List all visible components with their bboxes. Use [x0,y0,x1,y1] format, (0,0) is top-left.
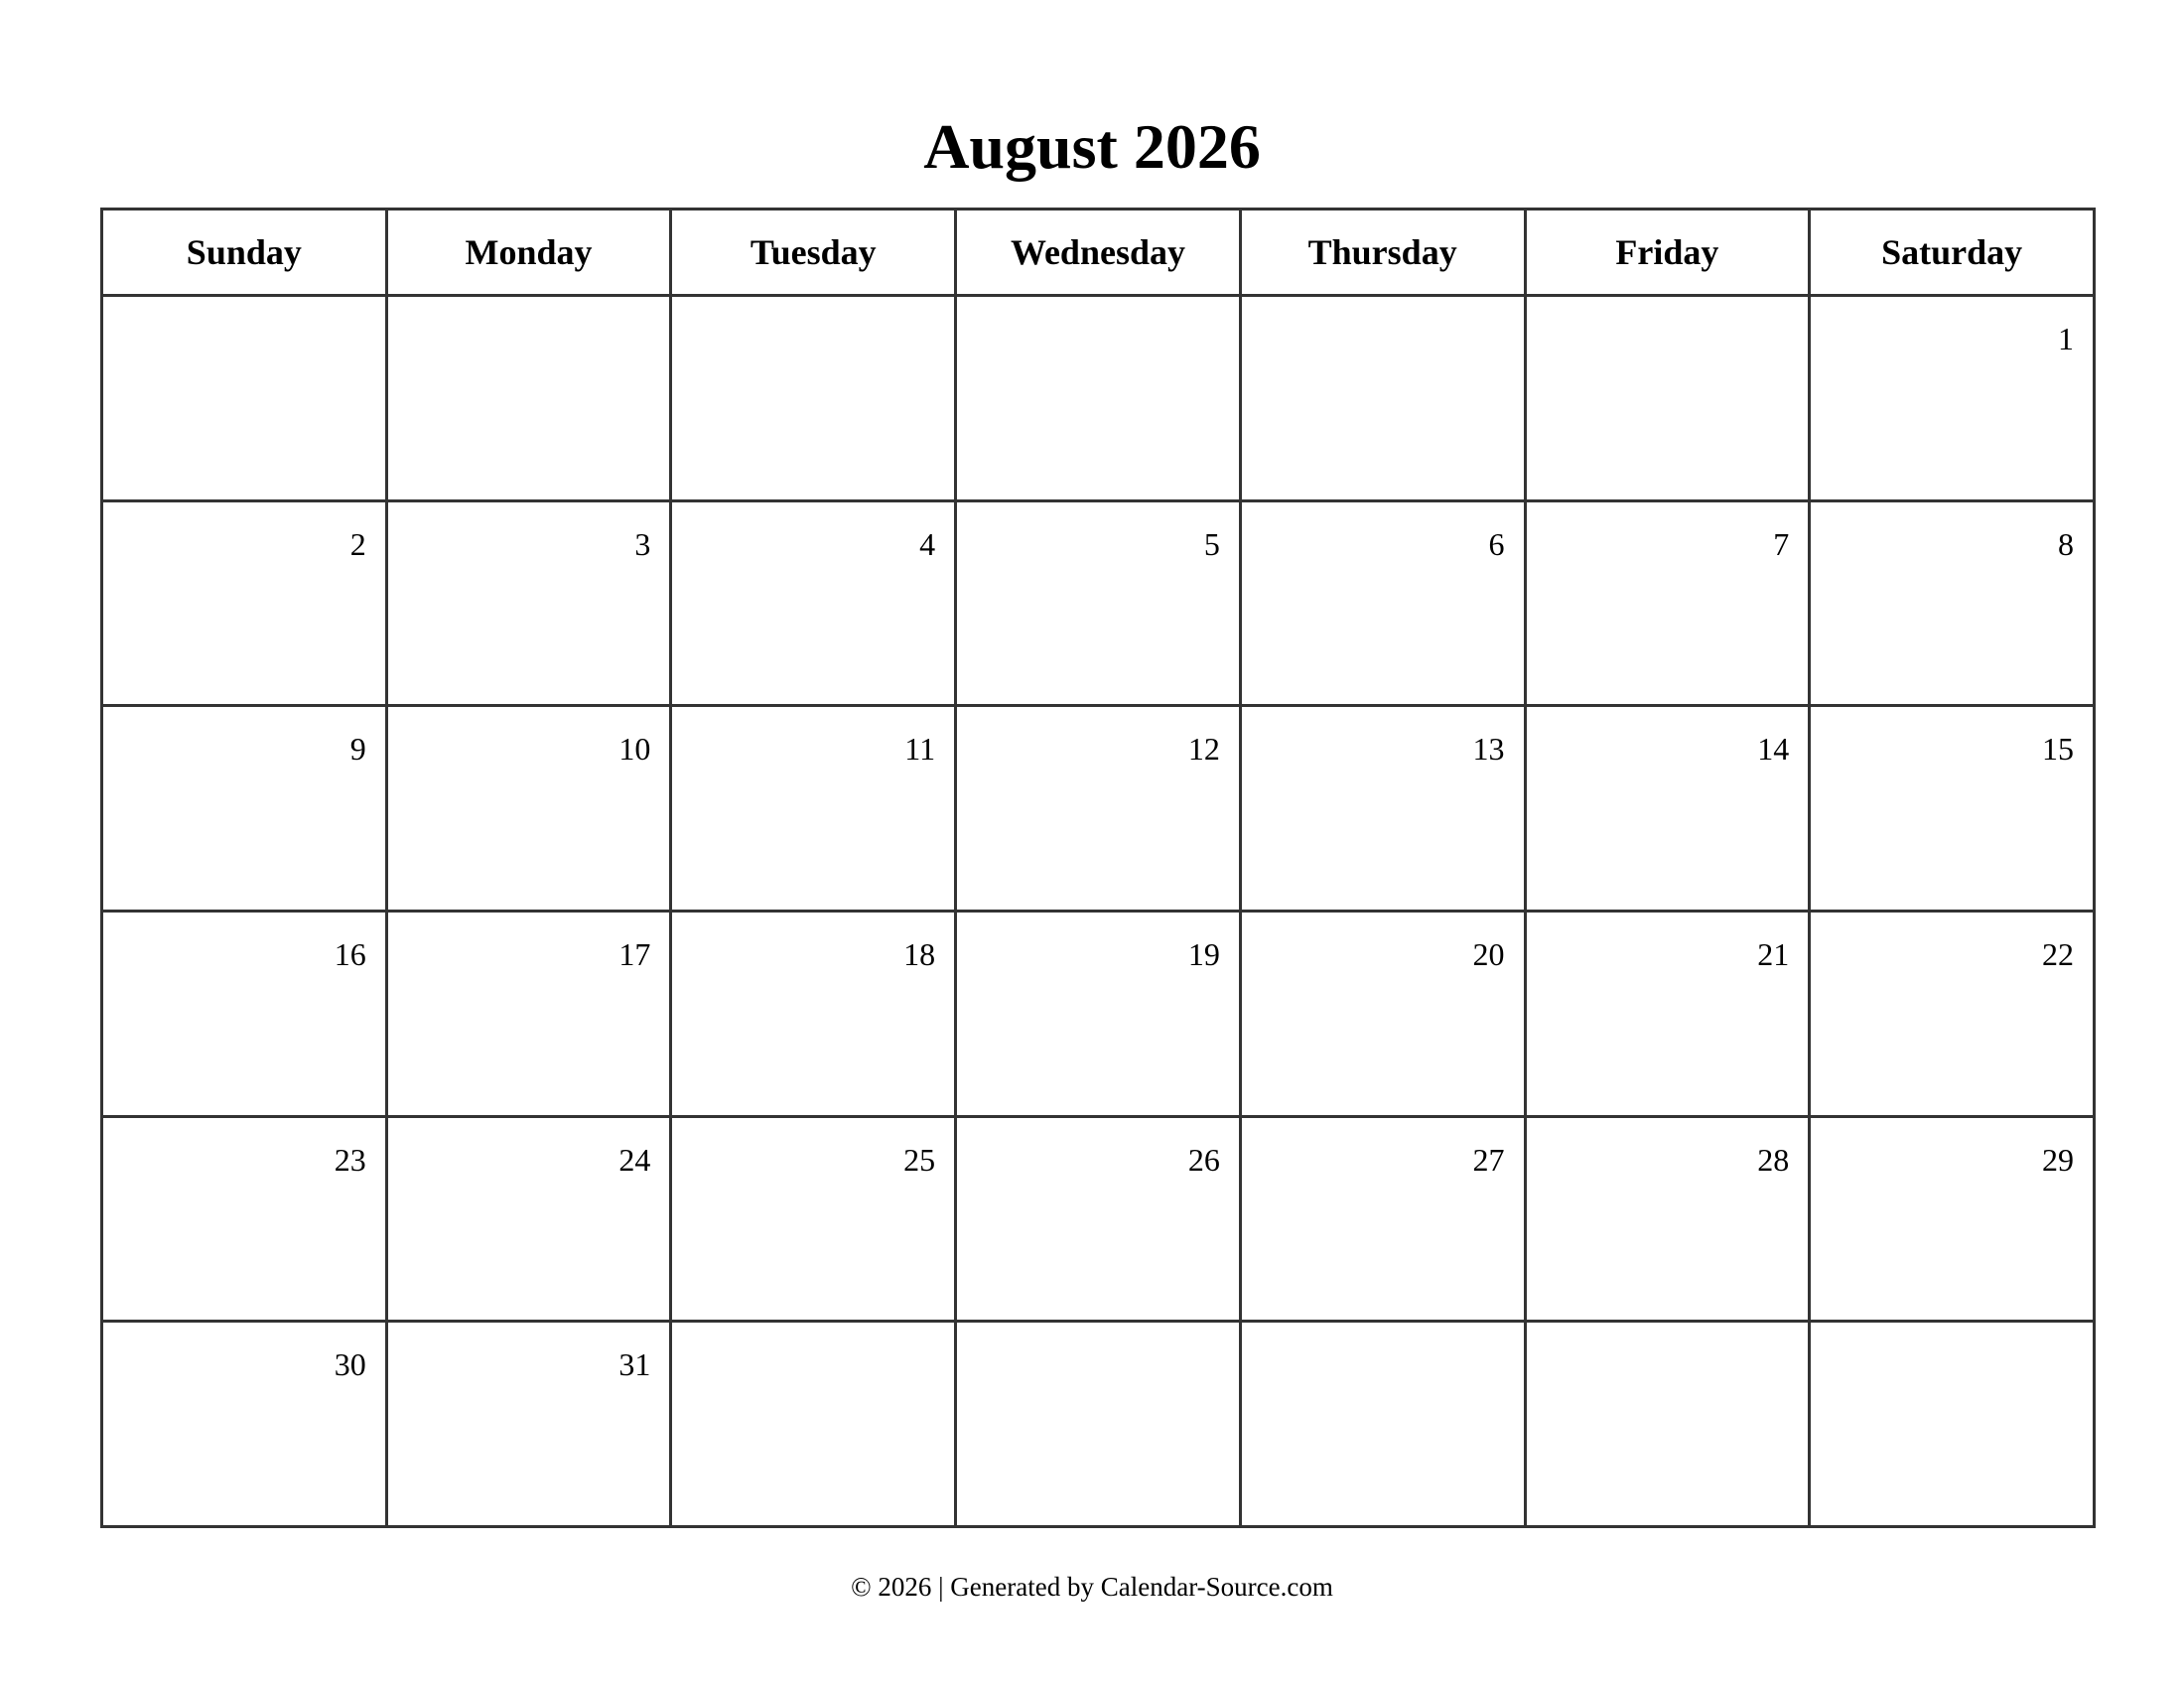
day-number: 29 [2042,1141,2074,1178]
calendar-grid [100,208,2096,1528]
day-number [672,297,954,321]
day-number: 25 [903,1141,936,1178]
day-cell [102,500,387,706]
day-number [1527,1323,1809,1346]
day-cell [956,1116,1241,1322]
day-cell [1240,706,1525,912]
weekday-header-thursday: Thursday [1240,210,1525,296]
day-cell [1810,911,2095,1116]
day-number: 13 [1472,731,1505,768]
day-cell [1240,1116,1525,1322]
day-cell [102,296,387,501]
weekday-header-row [102,210,2095,296]
day-number: 9 [349,731,366,768]
day-number: 12 [1187,731,1220,768]
day-cell [1810,706,2095,912]
day-cell [671,1116,956,1322]
day-number: 19 [1187,935,1220,972]
week-row-5 [102,1116,2095,1322]
day-number: 6 [1488,525,1505,562]
day-cell [956,911,1241,1116]
day-number: 23 [334,1141,366,1178]
day-cell [1240,1322,1525,1527]
day-cell [1525,1116,1810,1322]
day-cell [1525,296,1810,501]
day-number: 26 [1187,1141,1220,1178]
day-cell [102,1116,387,1322]
day-number: 4 [919,525,936,562]
week-row-1 [102,296,2095,501]
day-cell [956,500,1241,706]
day-number: 15 [2042,731,2074,768]
day-number [388,297,670,321]
day-cell [1525,500,1810,706]
day-number: 31 [618,1346,651,1383]
day-cell [1525,911,1810,1116]
day-cell [1240,296,1525,501]
day-number: 18 [903,935,936,972]
day-cell [671,296,956,501]
day-cell [671,1322,956,1527]
day-number [103,297,385,321]
day-number: 20 [1472,935,1505,972]
day-number: 11 [904,731,936,768]
week-row-4 [102,911,2095,1116]
day-cell [1810,1116,2095,1322]
day-cell [386,911,671,1116]
day-number: 14 [1757,731,1790,768]
day-cell [1525,706,1810,912]
weekday-header-tuesday: Tuesday [671,210,956,296]
day-cell [386,1116,671,1322]
day-number [1242,297,1524,321]
day-number: 27 [1472,1141,1505,1178]
day-number: 22 [2042,935,2074,972]
day-cell [671,911,956,1116]
day-number [672,1323,954,1346]
week-row-3 [102,706,2095,912]
day-cell [102,706,387,912]
day-number: 21 [1757,935,1790,972]
day-cell [102,1322,387,1527]
day-cell [956,296,1241,501]
day-cell [671,706,956,912]
day-number: 10 [618,731,651,768]
day-cell [1810,296,2095,501]
day-cell [1240,500,1525,706]
week-row-6 [102,1322,2095,1527]
day-cell [386,1322,671,1527]
day-cell [1810,500,2095,706]
day-number: 16 [334,935,366,972]
day-cell [1525,1322,1810,1527]
day-number: 3 [634,525,651,562]
weekday-header-sunday: Sunday [102,210,387,296]
day-number [1811,1323,2093,1346]
day-cell [956,1322,1241,1527]
day-cell [1240,911,1525,1116]
day-number: 24 [618,1141,651,1178]
day-number [1242,1323,1524,1346]
day-cell [1810,1322,2095,1527]
day-cell [386,706,671,912]
day-number [1527,297,1809,321]
day-number: 5 [1203,525,1220,562]
day-number [957,1323,1239,1346]
day-number: 2 [349,525,366,562]
day-number: 17 [618,935,651,972]
weekday-header-monday: Monday [386,210,671,296]
day-cell [102,911,387,1116]
day-number: 1 [2058,321,2074,356]
day-cell [386,296,671,501]
footer-credit: © 2026 | Generated by Calendar-Source.com [851,1572,1333,1602]
day-number: 30 [334,1346,366,1383]
day-number [957,297,1239,321]
day-number: 7 [1773,525,1790,562]
day-cell [671,500,956,706]
day-number: 8 [2058,525,2074,562]
weekday-header-friday: Friday [1525,210,1810,296]
weekday-header-saturday: Saturday [1810,210,2095,296]
week-row-2 [102,500,2095,706]
weekday-header-wednesday: Wednesday [956,210,1241,296]
day-cell [386,500,671,706]
day-cell [956,706,1241,912]
calendar-title: August 2026 [923,111,1261,182]
day-number: 28 [1757,1141,1790,1178]
